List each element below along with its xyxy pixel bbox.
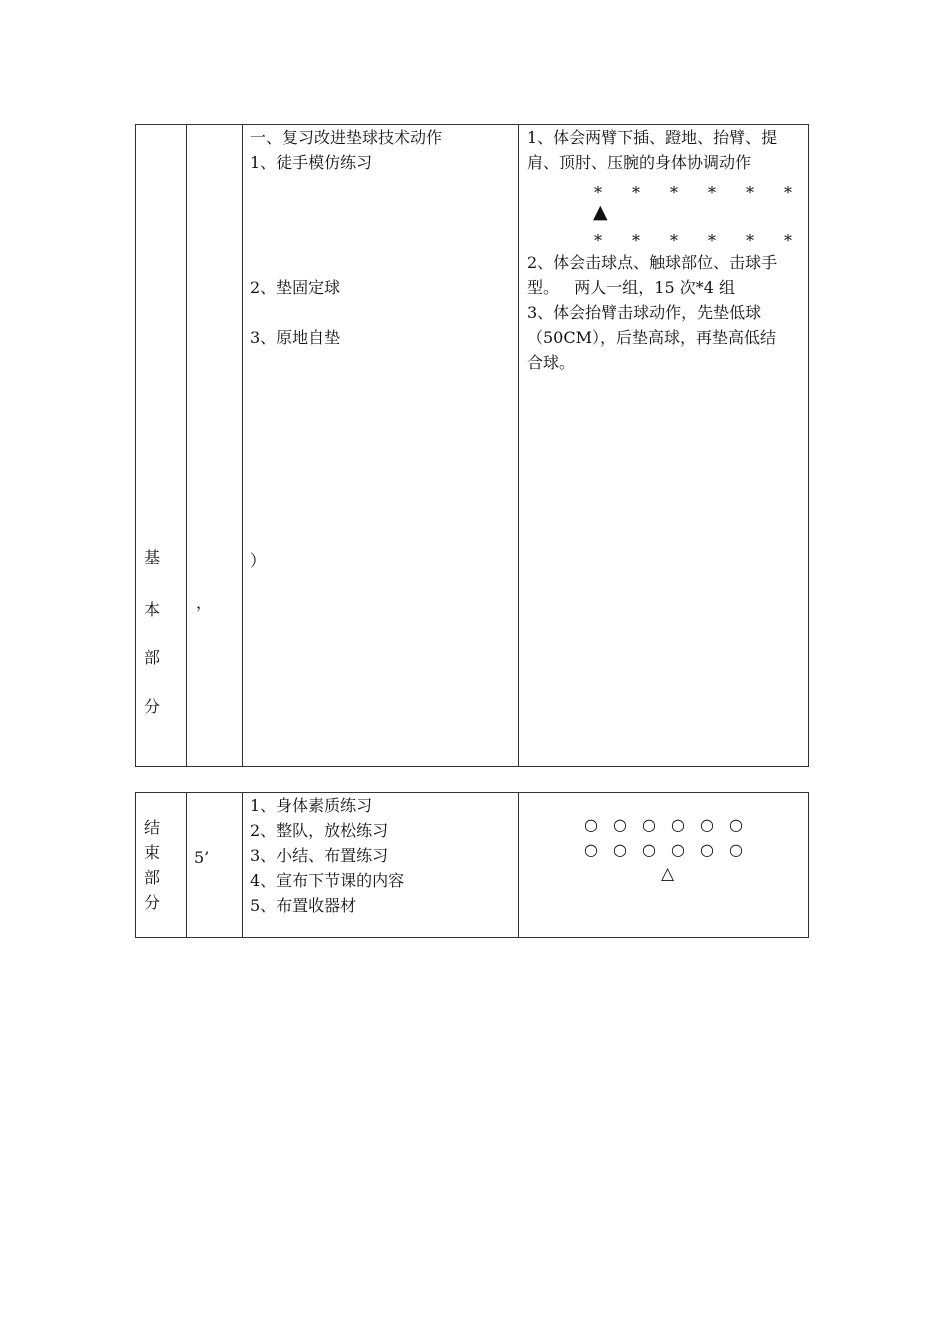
student-star: * <box>784 183 792 202</box>
method-text: 2、体会击球点、触球部位、击球手 <box>527 253 778 272</box>
method-text: 肩、顶肘、压腕的身体协调动作 <box>527 153 752 172</box>
section-label-char: 基 <box>144 548 161 567</box>
student-star: * <box>594 231 602 250</box>
student-star: * <box>746 183 754 202</box>
method-text: 型。 两人一组，15 次*4 组 <box>527 278 735 297</box>
student-circle-icon: ○ <box>642 815 656 834</box>
section-label-char: 本 <box>144 600 161 619</box>
method-text: 合球。 <box>527 353 576 372</box>
student-circle-icon: ○ <box>729 840 743 859</box>
content-item: 1、身体素质练习 <box>250 796 373 815</box>
teacher-triangle-filled-icon: ▲ <box>593 201 608 223</box>
time-column <box>187 125 243 766</box>
student-star: * <box>784 231 792 250</box>
student-circle-icon: ○ <box>613 815 627 834</box>
content-item: ） <box>250 551 267 570</box>
section-label-char: 部 <box>144 868 161 887</box>
student-circle-icon: ○ <box>613 840 627 859</box>
time-value: 5’ <box>194 848 210 867</box>
student-circle-icon: ○ <box>642 840 656 859</box>
section-label-char: 结 <box>144 818 161 837</box>
student-circle-icon: ○ <box>671 840 685 859</box>
student-circle-icon: ○ <box>584 840 598 859</box>
section-label-char: 分 <box>144 893 161 912</box>
content-column <box>243 125 519 766</box>
student-circle-icon: ○ <box>671 815 685 834</box>
student-star: * <box>708 183 716 202</box>
student-star: * <box>746 231 754 250</box>
content-item: 2、垫固定球 <box>250 278 341 297</box>
method-text: 3、体会抬臂击球动作，先垫低球 <box>527 303 762 322</box>
content-item: 2、整队，放松练习 <box>250 821 389 840</box>
student-star: * <box>708 231 716 250</box>
basic-part-table <box>135 124 809 767</box>
content-item: 3、原地自垫 <box>250 328 341 347</box>
student-star: * <box>670 183 678 202</box>
content-item: 4、宣布下节课的内容 <box>250 871 405 890</box>
content-item: 1、徒手模仿练习 <box>250 153 373 172</box>
student-circle-icon: ○ <box>700 815 714 834</box>
student-circle-icon: ○ <box>729 815 743 834</box>
time-value: ， <box>196 593 213 612</box>
student-star: * <box>632 183 640 202</box>
teacher-triangle-icon: △ <box>661 864 675 884</box>
student-star: * <box>670 231 678 250</box>
content-item: 5、布置收器材 <box>250 896 357 915</box>
section-label-char: 束 <box>144 843 161 862</box>
section-column <box>136 125 187 766</box>
method-text: 1、体会两臂下插、蹬地、抬臂、提 <box>527 128 778 147</box>
content-item: 3、小结、布置练习 <box>250 846 389 865</box>
section-label-char: 部 <box>144 648 161 667</box>
section-label-char: 分 <box>144 697 161 716</box>
student-circle-icon: ○ <box>700 840 714 859</box>
student-star: * <box>632 231 640 250</box>
student-star: * <box>594 183 602 202</box>
student-circle-icon: ○ <box>584 815 598 834</box>
method-text: （50CM），后垫高球，再垫高低结 <box>527 328 776 347</box>
content-heading: 一、复习改进垫球技术动作 <box>250 128 443 147</box>
